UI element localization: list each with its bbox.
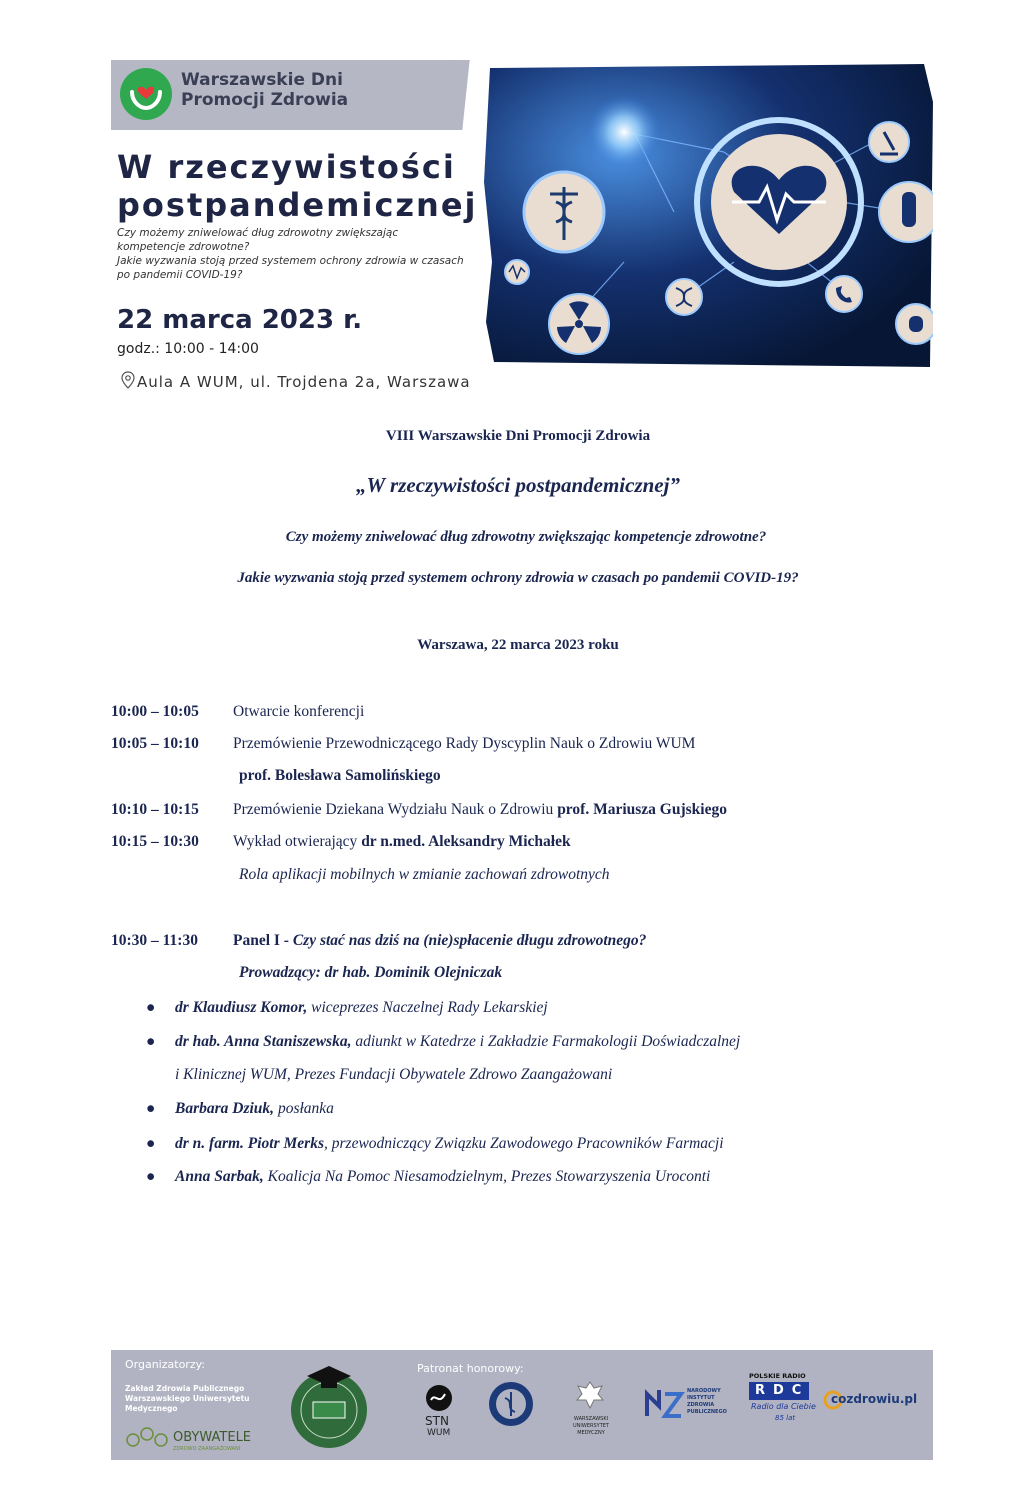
panelist-name: Barbara Dziuk, — [175, 1100, 275, 1117]
obywatele-logo-subtext: ZDROWO ZAANGAŻOWANI — [173, 1446, 241, 1452]
agenda-row — [111, 735, 695, 753]
banner-questions — [117, 226, 469, 282]
wum-eagle-emblem-icon — [575, 1378, 605, 1412]
panelist-name: dr hab. Anna Staniszewska, — [175, 1033, 352, 1050]
banner-date: 22 marca 2023 r. — [117, 305, 363, 335]
bullet-icon: ● — [146, 1135, 156, 1152]
agenda-time: 10:15 – 10:30 — [111, 833, 199, 850]
panel-title: Czy stać nas dziś na (nie)spłacenie długu zdrowotnego? — [292, 932, 647, 949]
obywatele-logo-icon — [125, 1426, 173, 1448]
banner-place-text: Aula A WUM, ul. Trojdena 2a, Warszawa — [137, 373, 471, 391]
banner-question-1: Czy możemy zniwelować dług zdrowotny zwiększając kompetencje zdrowotne? — [117, 227, 399, 253]
test-tube-icon — [879, 182, 933, 242]
banner-title-line-1: W rzeczywistości — [117, 148, 456, 186]
agenda-row-panel — [111, 932, 646, 950]
organizer-line: Zakład Zdrowia Publicznego — [125, 1384, 245, 1393]
panelist-role: posłanka — [274, 1100, 334, 1117]
organizer-line: Warszawskiego Uniwersytetu — [125, 1394, 250, 1403]
polskie-radio-text: POLSKIE RADIO — [749, 1372, 806, 1380]
rdc-logo: RDC — [749, 1382, 809, 1400]
agenda-time: 10:30 – 11:30 — [111, 932, 198, 949]
caduceus-icon — [524, 172, 604, 252]
student-club-seal-icon — [283, 1360, 375, 1452]
doc-heading: VIII Warszawskie Dni Promocji Zdrowia — [385, 428, 651, 444]
stn-text: STN — [425, 1414, 449, 1428]
panelist-name: dr n. farm. Piotr Merks — [175, 1135, 324, 1152]
panel-label: Panel I - — [233, 932, 293, 949]
banner-title — [117, 148, 477, 224]
panelist-item — [146, 1168, 710, 1186]
nizp-line: ZDROWIA — [687, 1402, 715, 1408]
rdc-years: 85 lat — [775, 1414, 796, 1422]
nizp-line: INSTYTUT — [687, 1395, 715, 1401]
agenda-text: Przemówienie Przewodniczącego Rady Dyscyplin Nauk o Zdrowiu WUM — [233, 735, 696, 752]
radiation-icon — [549, 294, 609, 354]
agenda-text: Przemówienie Dziekana Wydziału Nauk o Zdrowiu — [233, 801, 558, 818]
wum-line: UNIWERSYTET — [573, 1423, 609, 1429]
panelist-name: dr Klaudiusz Komor, — [175, 999, 308, 1016]
doc-title: „W rzeczywistości postpandemicznej” — [356, 473, 680, 497]
rdc-slogan: Radio dla Ciebie — [751, 1402, 816, 1411]
bullet-icon: ● — [146, 1033, 156, 1050]
nizp-logo-icon — [643, 1386, 685, 1424]
banner-question-2: Jakie wyzwania stoją przed systemem ochrony zdrowia w czasach po pandemii COVID-19? — [117, 255, 464, 281]
panelist-name: Anna Sarbak, — [175, 1168, 264, 1185]
logo-strip — [111, 60, 456, 130]
sponsors-footer — [111, 1350, 933, 1460]
organizers-label: Organizatorzy: — [125, 1358, 206, 1371]
hands-heart-logo-icon — [120, 68, 172, 120]
panelist-role-continued: i Klinicznej WUM, Prezes Fundacji Obywatele Zdrowo Zaangażowani — [175, 1066, 613, 1083]
wydzial-nauk-o-zdrowiu-seal-icon — [487, 1380, 535, 1428]
pill-icon — [896, 304, 933, 344]
location-pin-icon — [121, 371, 135, 389]
organizer-line: Medycznego — [125, 1404, 178, 1413]
agenda-row — [111, 833, 571, 851]
panelist-role: , przewodniczący Związku Zawodowego Pracowników Farmacji — [324, 1135, 724, 1152]
agenda-lecture-title: Rola aplikacji mobilnych w zmianie zachowań zdrowotnych — [239, 866, 610, 883]
phone-icon — [826, 276, 862, 312]
agenda-time: 10:05 – 10:10 — [111, 735, 199, 752]
wum-line: WARSZAWSKI — [573, 1416, 609, 1422]
bullet-icon: ● — [146, 999, 156, 1016]
dna-icon — [666, 279, 702, 315]
bullet-icon: ● — [146, 1100, 156, 1117]
medical-hero-image — [484, 62, 933, 370]
bullet-icon: ● — [146, 1168, 156, 1185]
logo-line-1: Warszawskie Dni — [181, 70, 343, 90]
banner-title-line-2: postpandemicznej — [117, 186, 478, 224]
agenda-text: Wykład otwierający — [233, 833, 362, 850]
obywatele-logo-text: OBYWATELE — [173, 1430, 252, 1445]
nizp-line: PUBLICZNEGO — [687, 1409, 727, 1415]
wum-text — [563, 1416, 619, 1437]
waveform-icon — [505, 260, 529, 284]
panelist-role: wiceprezes Naczelnej Rady Lekarskiej — [307, 999, 548, 1016]
doc-place-date: Warszawa, 22 marca 2023 roku — [417, 637, 619, 653]
heart-pulse-icon — [697, 120, 861, 284]
doc-question-2: Jakie wyzwania stoją przed systemem ochrony zdrowia w czasach po pandemii COVID-19? — [237, 570, 799, 586]
patronat-label: Patronat honorowy: — [417, 1362, 524, 1375]
event-banner — [111, 60, 933, 400]
banner-time: godz.: 10:00 - 14:00 — [117, 341, 259, 357]
agenda-speaker: prof. Mariusza Gujskiego — [557, 801, 727, 818]
doc-question-1: Czy możemy zniwelować dług zdrowotny zwiększając kompetencje zdrowotne? — [285, 529, 767, 545]
agenda-speaker: prof. Bolesława Samolińskiego — [239, 767, 441, 784]
agenda-time: 10:00 – 10:05 — [111, 703, 199, 720]
agenda-row — [111, 801, 727, 819]
panel-moderator: Prowadzący: dr hab. Dominik Olejniczak — [239, 964, 503, 981]
banner-place — [121, 371, 471, 391]
wum-line: MEDYCZNY — [577, 1430, 605, 1436]
logo-text — [181, 70, 441, 110]
agenda-text: Otwarcie konferencji — [233, 703, 365, 720]
organizer-zzp — [125, 1384, 250, 1414]
microscope-icon — [869, 122, 909, 162]
stn-wum-logo-icon — [425, 1384, 453, 1412]
panelist-item — [146, 1135, 724, 1153]
nizp-text — [687, 1388, 727, 1416]
panelist-item — [146, 1100, 334, 1118]
logo-line-2: Promocji Zdrowia — [181, 90, 349, 110]
agenda-time: 10:10 – 10:15 — [111, 801, 199, 818]
nizp-line: NARODOWY — [687, 1388, 721, 1394]
panelist-role: Koalicja Na Pomoc Niesamodzielnym, Prezes Stowarzyszenia Uroconti — [263, 1168, 711, 1185]
panelist-role: adiunkt w Katedrze i Zakładzie Farmakologii Doświadczalnej — [351, 1033, 741, 1050]
cozdrowiu-logo-text: cozdrowiu.pl — [831, 1392, 918, 1406]
stn-subtext: WUM — [427, 1428, 451, 1438]
agenda-row — [111, 703, 364, 721]
panelist-item — [146, 1033, 740, 1051]
panelist-item — [146, 999, 548, 1017]
agenda-speaker: dr n.med. Aleksandry Michałek — [361, 833, 571, 850]
